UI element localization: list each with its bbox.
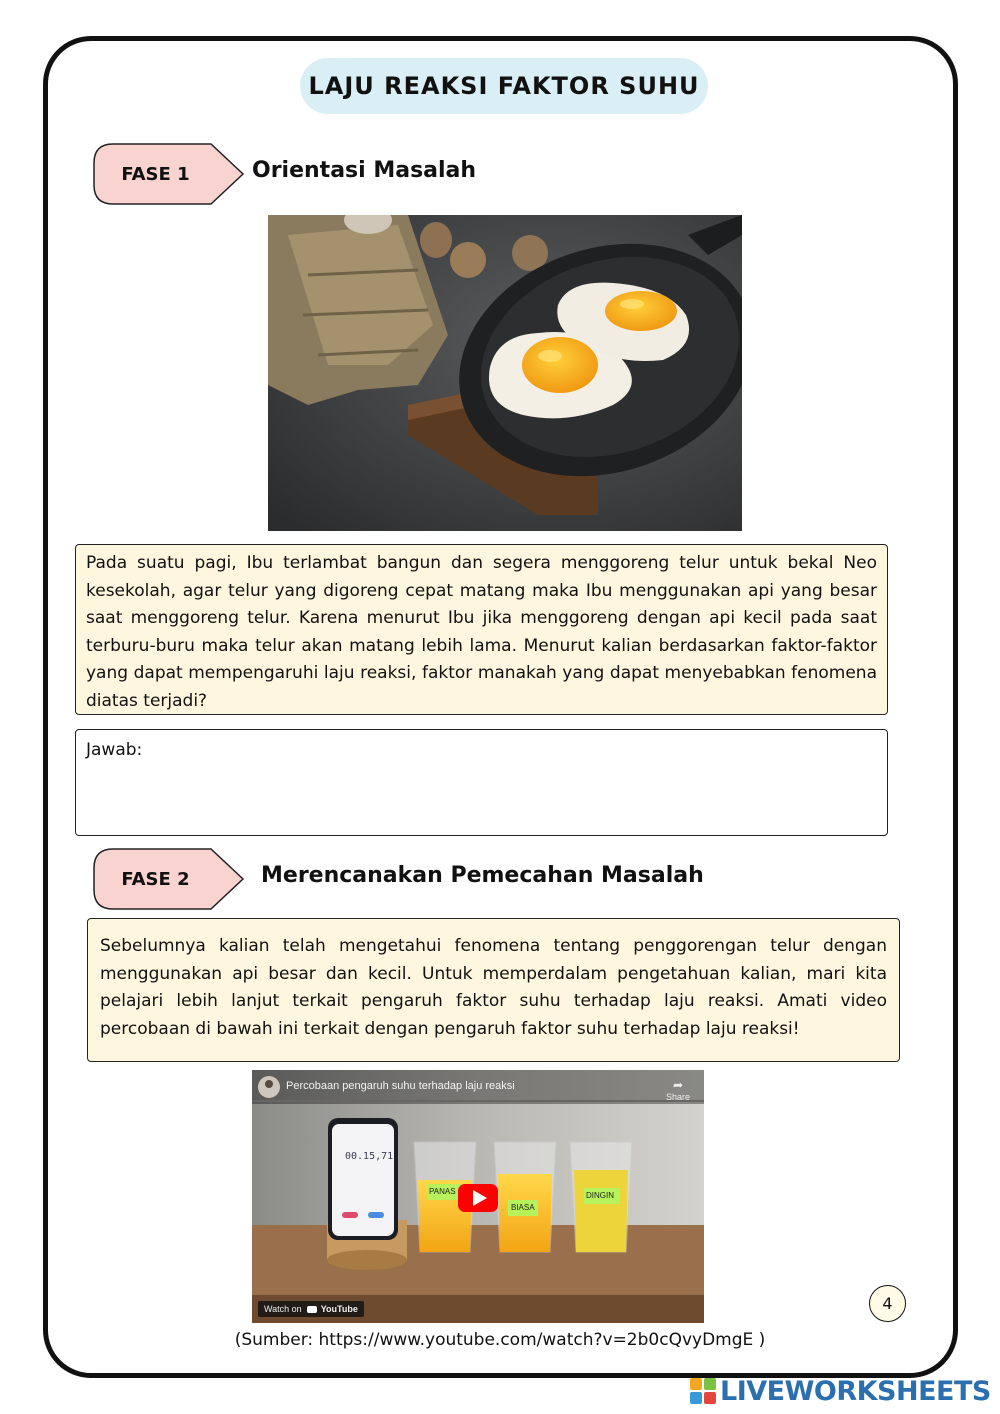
phase1-label: FASE 1 [121,163,190,185]
page-number: 4 [869,1285,906,1322]
phase1-story-box [75,544,888,715]
brand-text: LIVEWORKSHEETS [720,1375,991,1407]
share-icon: ➦ [672,1078,684,1092]
liveworksheets-logo-icon [690,1378,716,1404]
video-embed[interactable] [252,1070,704,1323]
youtube-logo-icon [307,1306,317,1313]
page-title: LAJU REAKSI FAKTOR SUHU [300,58,708,114]
fried-egg-photo [268,215,742,531]
phase2-text-box [87,918,900,1062]
phone-timer: 00.15,71 [345,1151,394,1162]
glass-label-hot: PANAS [429,1187,456,1196]
glass-label-cold: DINGIN [586,1191,614,1200]
liveworksheets-brand [690,1375,991,1407]
phase2-label: FASE 2 [121,868,190,890]
watch-on-youtube-button[interactable] [258,1301,364,1317]
watch-on-label: Watch on [264,1304,302,1314]
phase1-heading: Orientasi Masalah [252,158,477,183]
answer-label: Jawab: [86,740,143,760]
phase1-story-text: Pada suatu pagi, Ibu terlambat bangun dan segera menggoreng telur untuk bekal Neo kesekolah, agar telur yang digoreng cepat matang maka Ibu menggunakan api yang besar saat menggoreng telur. Karena menurut Ibu jika menggoreng dengan api kecil pada saat terburu-buru maka telur akan matang lebih lama. Menurut kalian berdasarkan faktor-faktor yang dapat mempengaruhi laju reaksi, faktor manakah yang dapat menyebabkan fenomena diatas terjadi? [86,553,877,711]
video-share-button[interactable] [666,1078,690,1102]
phase2-heading: Merencanakan Pemecahan Masalah [261,863,704,888]
share-label: Share [665,1092,690,1102]
phase2-tag [93,848,245,910]
glass-label-normal: BIASA [511,1203,535,1212]
answer-box[interactable] [75,729,888,836]
phase2-text: Sebelumnya kalian telah mengetahui fenomena tentang penggorengan telur dengan menggunakan api besar dan kecil. Untuk memperdalam pengetahuan kalian, mari kita pelajari lebih lanjut terkait pengaruh faktor suhu terhadap laju reaksi. Amati video percobaan di bawah ini terkait dengan pengaruh faktor suhu terhadap laju reaksi! [100,936,887,1039]
phase1-tag [93,143,245,205]
video-title[interactable]: Percobaan pengaruh suhu terhadap laju reaksi [286,1080,515,1092]
video-source: (Sumber: https://www.youtube.com/watch?v=2b0cQvyDmgE ) [234,1330,766,1350]
youtube-label: YouTube [320,1304,358,1314]
